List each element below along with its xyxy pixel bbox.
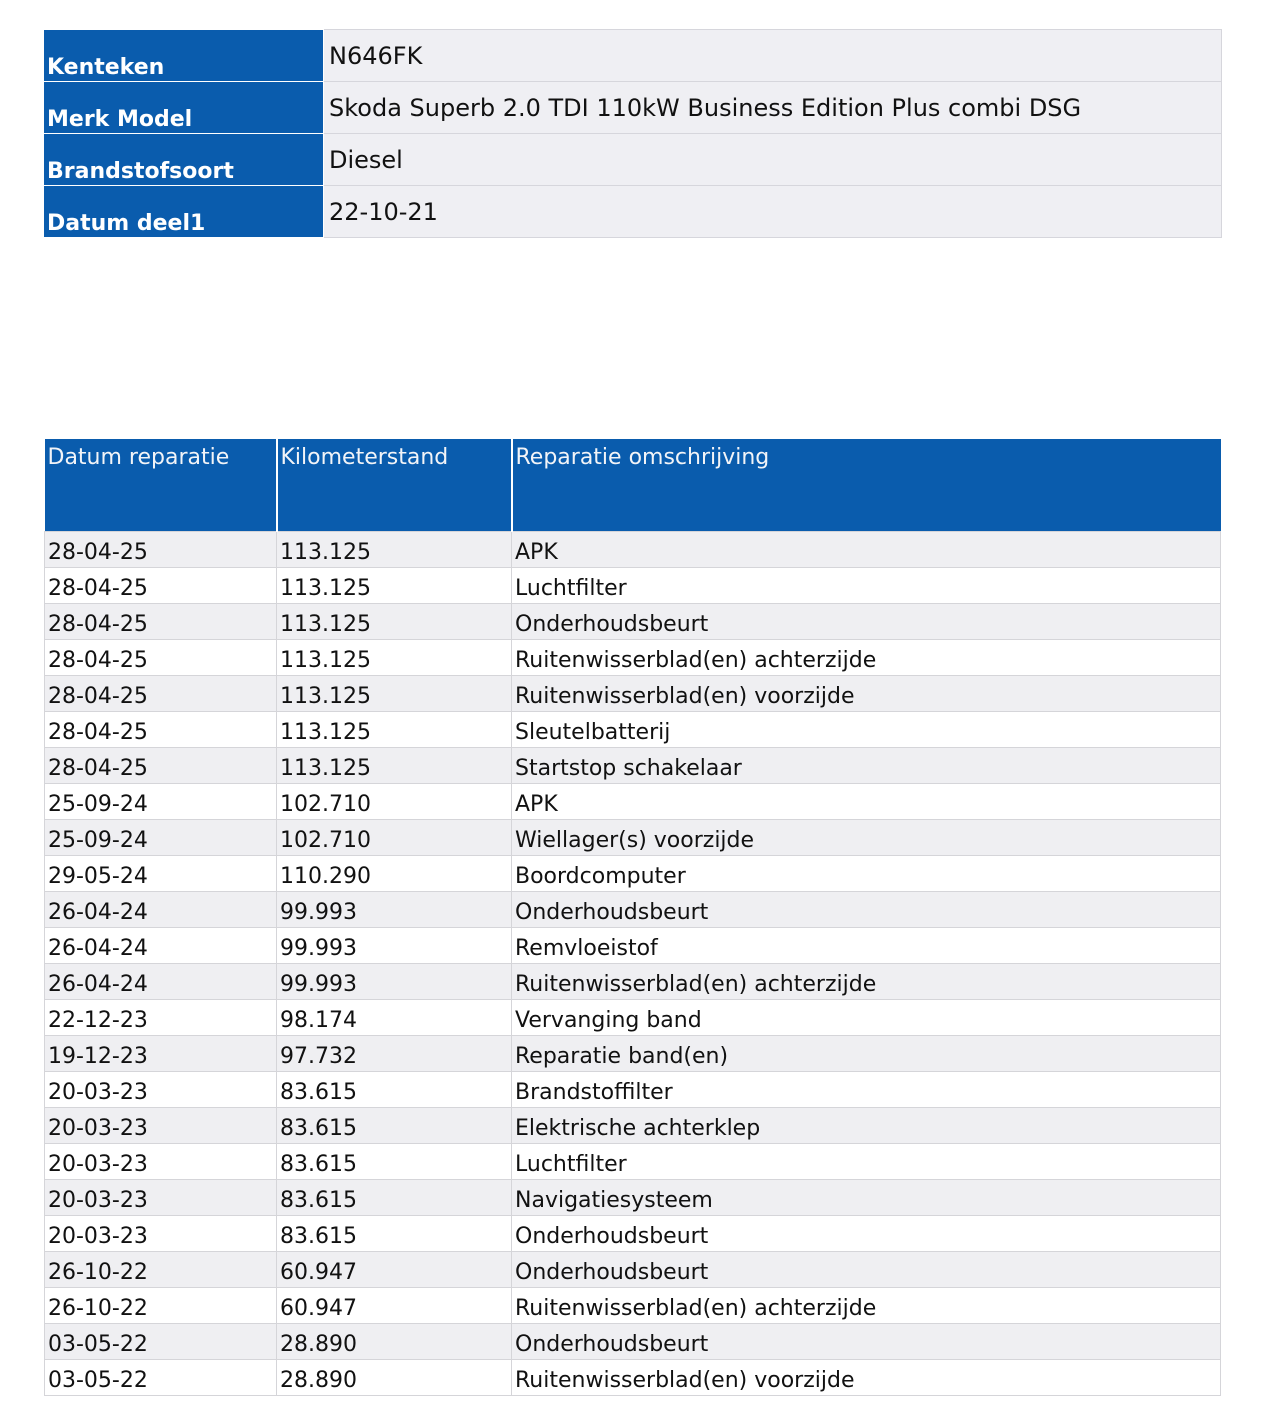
- repair-date-cell: 26-10-22: [45, 1288, 277, 1324]
- repair-km-cell: 113.125: [277, 568, 512, 604]
- repair-km-cell: 102.710: [277, 784, 512, 820]
- kenteken-value: N646FK: [324, 30, 1222, 82]
- table-row: [45, 1216, 1221, 1252]
- repair-km-cell: 113.125: [277, 748, 512, 784]
- header-kilometerstand: Kilometerstand: [277, 439, 512, 532]
- repair-date-cell: 28-04-25: [45, 676, 277, 712]
- repair-date-cell: 19-12-23: [45, 1036, 277, 1072]
- repair-date-cell: 28-04-25: [45, 604, 277, 640]
- repair-date-cell: 26-10-22: [45, 1252, 277, 1288]
- repair-desc-cell: Reparatie band(en): [512, 1036, 1221, 1072]
- repair-km-cell: 28.890: [277, 1324, 512, 1360]
- repair-desc-cell: Ruitenwisserblad(en) achterzijde: [512, 1288, 1221, 1324]
- repair-km-cell: 60.947: [277, 1252, 512, 1288]
- repair-km-cell: 113.125: [277, 640, 512, 676]
- repair-desc-cell: Remvloeistof: [512, 928, 1221, 964]
- repairs-table: [44, 439, 1221, 1396]
- repair-km-cell: 83.615: [277, 1108, 512, 1144]
- table-row: [45, 712, 1221, 748]
- repair-km-cell: 83.615: [277, 1180, 512, 1216]
- repair-km-cell: 60.947: [277, 1288, 512, 1324]
- repair-desc-cell: APK: [512, 532, 1221, 568]
- repair-km-cell: 83.615: [277, 1072, 512, 1108]
- repair-date-cell: 25-09-24: [45, 784, 277, 820]
- repair-date-cell: 03-05-22: [45, 1360, 277, 1396]
- repair-date-cell: 22-12-23: [45, 1000, 277, 1036]
- datum-deel1-label: Datum deel1: [47, 211, 206, 236]
- repair-desc-cell: Luchtfilter: [512, 1144, 1221, 1180]
- table-row: [45, 1288, 1221, 1324]
- vehicle-info-row: [44, 30, 1222, 82]
- repair-km-cell: 113.125: [277, 676, 512, 712]
- repair-date-cell: 28-04-25: [45, 640, 277, 676]
- brandstofsoort-value: Diesel: [324, 134, 1222, 186]
- repair-km-cell: 83.615: [277, 1216, 512, 1252]
- merk-model-value: Skoda Superb 2.0 TDI 110kW Business Edition Plus combi DSG: [324, 82, 1222, 134]
- repair-date-cell: 20-03-23: [45, 1216, 277, 1252]
- repair-km-cell: 28.890: [277, 1360, 512, 1396]
- table-row: [45, 532, 1221, 568]
- repair-desc-cell: Startstop schakelaar: [512, 748, 1221, 784]
- repair-date-cell: 28-04-25: [45, 748, 277, 784]
- info-label-cell: [44, 186, 324, 238]
- repairs-header-row: [45, 439, 1221, 532]
- table-row: [45, 928, 1221, 964]
- repair-desc-cell: Brandstoffilter: [512, 1072, 1221, 1108]
- table-row: [45, 1072, 1221, 1108]
- merk-model-label: Merk Model: [47, 107, 193, 132]
- header-reparatie-omschrijving: Reparatie omschrijving: [512, 439, 1221, 532]
- repair-date-cell: 20-03-23: [45, 1072, 277, 1108]
- repair-desc-cell: Sleutelbatterij: [512, 712, 1221, 748]
- repair-date-cell: 28-04-25: [45, 532, 277, 568]
- brandstofsoort-label: Brandstofsoort: [47, 159, 234, 184]
- repair-desc-cell: Onderhoudsbeurt: [512, 604, 1221, 640]
- table-row: [45, 1036, 1221, 1072]
- repairs-body: [45, 532, 1221, 1396]
- repair-km-cell: 102.710: [277, 820, 512, 856]
- repair-km-cell: 113.125: [277, 712, 512, 748]
- repair-desc-cell: Onderhoudsbeurt: [512, 1252, 1221, 1288]
- repair-date-cell: 28-04-25: [45, 568, 277, 604]
- repair-desc-cell: Wiellager(s) voorzijde: [512, 820, 1221, 856]
- table-row: [45, 1144, 1221, 1180]
- datum-deel1-value: 22-10-21: [324, 186, 1222, 238]
- vehicle-info-row: [44, 82, 1222, 134]
- table-row: [45, 604, 1221, 640]
- repair-date-cell: 26-04-24: [45, 892, 277, 928]
- table-row: [45, 676, 1221, 712]
- vehicle-info-row: [44, 134, 1222, 186]
- repair-date-cell: 03-05-22: [45, 1324, 277, 1360]
- info-label-cell: [44, 30, 324, 82]
- table-row: [45, 748, 1221, 784]
- repair-desc-cell: APK: [512, 784, 1221, 820]
- repair-km-cell: 113.125: [277, 532, 512, 568]
- table-row: [45, 1360, 1221, 1396]
- repair-desc-cell: Luchtfilter: [512, 568, 1221, 604]
- vehicle-info-row: [44, 186, 1222, 238]
- table-row: [45, 1000, 1221, 1036]
- repair-desc-cell: Vervanging band: [512, 1000, 1221, 1036]
- repair-desc-cell: Onderhoudsbeurt: [512, 892, 1221, 928]
- repair-desc-cell: Ruitenwisserblad(en) achterzijde: [512, 964, 1221, 1000]
- repair-date-cell: 29-05-24: [45, 856, 277, 892]
- repair-km-cell: 97.732: [277, 1036, 512, 1072]
- table-row: [45, 784, 1221, 820]
- table-row: [45, 640, 1221, 676]
- table-row: [45, 856, 1221, 892]
- repair-km-cell: 110.290: [277, 856, 512, 892]
- table-row: [45, 892, 1221, 928]
- info-label-cell: [44, 134, 324, 186]
- repair-date-cell: 28-04-25: [45, 712, 277, 748]
- repair-km-cell: 113.125: [277, 604, 512, 640]
- vehicle-info-table: [44, 29, 1222, 238]
- header-datum-reparatie: Datum reparatie: [45, 439, 277, 532]
- repair-km-cell: 99.993: [277, 964, 512, 1000]
- table-row: [45, 1108, 1221, 1144]
- repair-desc-cell: Onderhoudsbeurt: [512, 1216, 1221, 1252]
- repair-desc-cell: Boordcomputer: [512, 856, 1221, 892]
- table-row: [45, 568, 1221, 604]
- repair-date-cell: 20-03-23: [45, 1108, 277, 1144]
- repair-desc-cell: Onderhoudsbeurt: [512, 1324, 1221, 1360]
- table-row: [45, 1324, 1221, 1360]
- repair-date-cell: 20-03-23: [45, 1144, 277, 1180]
- repair-km-cell: 99.993: [277, 928, 512, 964]
- repair-date-cell: 25-09-24: [45, 820, 277, 856]
- info-label-cell: [44, 82, 324, 134]
- repair-km-cell: 98.174: [277, 1000, 512, 1036]
- table-row: [45, 964, 1221, 1000]
- repair-date-cell: 26-04-24: [45, 928, 277, 964]
- kenteken-label: Kenteken: [47, 55, 165, 80]
- table-row: [45, 1252, 1221, 1288]
- repair-desc-cell: Elektrische achterklep: [512, 1108, 1221, 1144]
- repair-km-cell: 83.615: [277, 1144, 512, 1180]
- table-row: [45, 1180, 1221, 1216]
- repair-desc-cell: Ruitenwisserblad(en) voorzijde: [512, 676, 1221, 712]
- table-row: [45, 820, 1221, 856]
- repair-km-cell: 99.993: [277, 892, 512, 928]
- repair-desc-cell: Ruitenwisserblad(en) voorzijde: [512, 1360, 1221, 1396]
- repair-date-cell: 20-03-23: [45, 1180, 277, 1216]
- repair-date-cell: 26-04-24: [45, 964, 277, 1000]
- repair-desc-cell: Navigatiesysteem: [512, 1180, 1221, 1216]
- repair-desc-cell: Ruitenwisserblad(en) achterzijde: [512, 640, 1221, 676]
